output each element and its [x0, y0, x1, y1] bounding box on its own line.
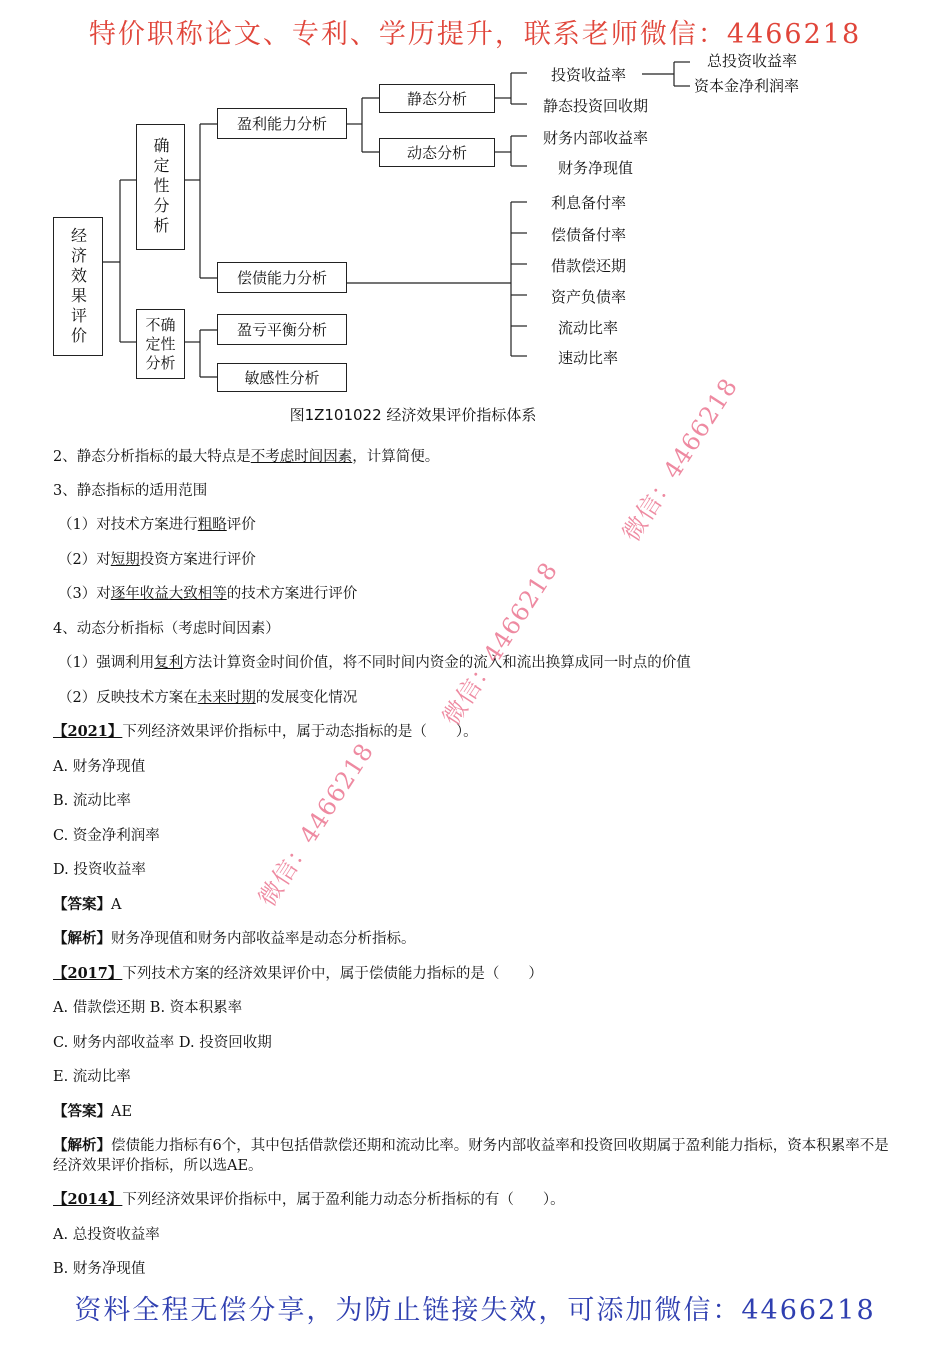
q2-option-e: E. 流动比率: [53, 1069, 131, 1085]
top-banner: 特价职称论文、专利、学历提升，联系老师微信：4466218: [88, 19, 862, 50]
para-4-1: （1）强调利用复利方法计算资金时间价值，将不同时间内资金的流入和流出换算成同一时点的价值: [58, 655, 691, 671]
q1-option-d: D. 投资收益率: [53, 862, 146, 878]
q2-answer: 【答案】AE: [53, 1103, 133, 1120]
q1-analysis: 【解析】财务净现值和财务内部收益率是动态分析指标。: [53, 930, 416, 947]
leaf-fnpv: 财务净现值: [558, 159, 634, 177]
leaf-loan-repayment-period: 借款偿还期: [551, 257, 627, 275]
q2-option-ab: A. 借款偿还期 B. 资本积累率: [53, 1000, 243, 1016]
q2-stem: 【2017】下列技术方案的经济效果评价中，属于偿债能力指标的是（ ）: [53, 965, 543, 982]
node-dynamic-analysis: 动态分析: [379, 138, 495, 167]
leaf-quick-ratio: 速动比率: [558, 349, 619, 367]
para-3-2: （2）对短期投资方案进行评价: [58, 552, 256, 568]
node-solvency-analysis: 偿债能力分析: [217, 262, 347, 293]
node-economic-evaluation: 经济效果评价: [53, 217, 103, 356]
leaf-debt-service-coverage: 偿债备付率: [551, 226, 627, 244]
para-4: 4、动态分析指标（考虑时间因素）: [53, 621, 280, 637]
q1-option-b: B. 流动比率: [53, 793, 131, 809]
para-4-2: （2）反映技术方案在未来时期的发展变化情况: [58, 690, 358, 706]
q3-stem: 【2014】下列经济效果评价指标中，属于盈利能力动态分析指标的有（ ）。: [53, 1191, 565, 1208]
leaf-return-on-investment: 投资收益率: [551, 66, 627, 84]
leaf-debt-asset-ratio: 资产负债率: [551, 288, 627, 306]
q1-option-a: A. 财务净现值: [53, 759, 146, 775]
leaf-interest-coverage: 利息备付率: [551, 194, 627, 212]
node-profitability-analysis: 盈利能力分析: [217, 108, 347, 139]
q2-analysis: 【解析】偿债能力指标有6个，其中包括借款偿还期和流动比率。财务内部收益率和投资回收期属于盈利能力指标，资本积累率不是经济效果评价指标，所以选AE。: [53, 1137, 889, 1174]
q3-option-b: B. 财务净现值: [53, 1261, 146, 1277]
para-3-3: （3）对逐年收益大致相等的技术方案进行评价: [58, 586, 358, 602]
leaf-current-ratio: 流动比率: [558, 319, 619, 337]
q1-year-tag: 【2021】: [53, 723, 123, 740]
q3-option-a: A. 总投资收益率: [53, 1227, 160, 1243]
leaf-capital-net-profit: 资本金净利润率: [694, 77, 800, 95]
q1-option-c: C. 资金净利润率: [53, 828, 160, 844]
watermark: 微信：4466218: [437, 556, 564, 731]
figure-caption: 图1Z101022 经济效果评价指标体系: [289, 406, 537, 424]
node-breakeven-analysis: 盈亏平衡分析: [217, 314, 347, 345]
q3-year-tag: 【2014】: [53, 1191, 123, 1208]
node-uncertainty-analysis: 不确定性分析: [136, 309, 185, 379]
node-certainty-analysis: 确定性分析: [136, 124, 185, 250]
q1-answer: 【答案】A: [53, 896, 122, 913]
watermark: 微信：4466218: [253, 737, 380, 912]
para-2: 2、静态分析指标的最大特点是不考虑时间因素，计算简便。: [53, 449, 440, 465]
leaf-firr: 财务内部收益率: [543, 129, 649, 147]
leaf-static-payback: 静态投资回收期: [543, 97, 649, 115]
para-3: 3、静态指标的适用范围: [53, 483, 208, 499]
para-3-1: （1）对技术方案进行粗略评价: [58, 517, 256, 533]
watermark: 微信：4466218: [617, 372, 744, 547]
node-static-analysis: 静态分析: [379, 84, 495, 113]
q2-option-cd: C. 财务内部收益率 D. 投资回收期: [53, 1035, 272, 1051]
node-sensitivity-analysis: 敏感性分析: [217, 363, 347, 392]
leaf-total-roi: 总投资收益率: [707, 52, 798, 70]
q1-stem: 【2021】下列经济效果评价指标中，属于动态指标的是（ ）。: [53, 723, 478, 740]
bottom-banner: 资料全程无偿分享，为防止链接失效，可添加微信：4466218: [74, 1295, 876, 1326]
q2-year-tag: 【2017】: [53, 965, 123, 982]
